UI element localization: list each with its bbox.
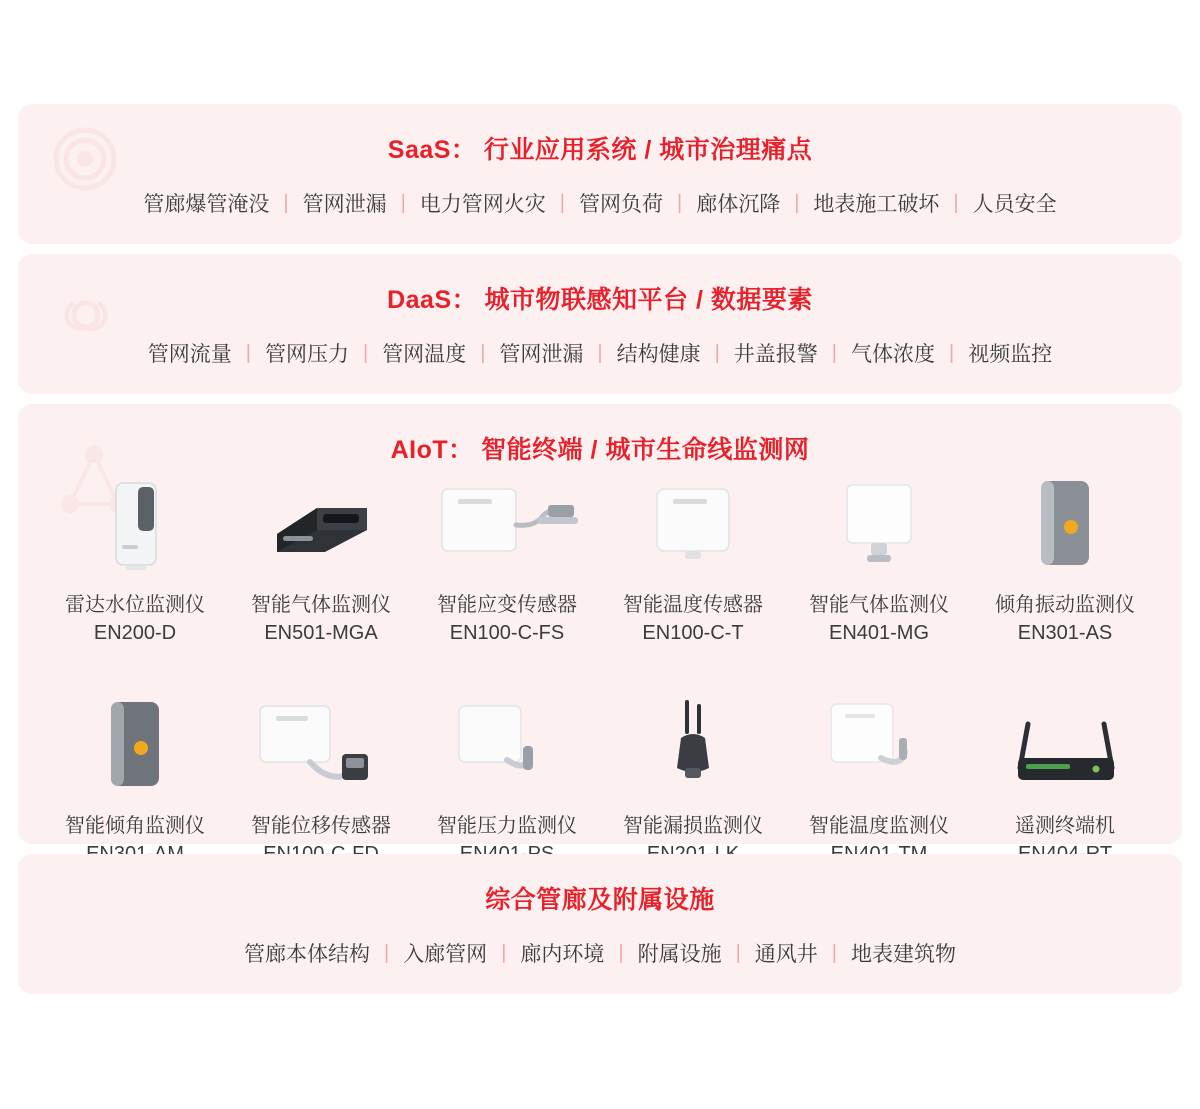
strain-sensor-device-icon	[427, 470, 587, 580]
band-daas-title: DaaS： 城市物联感知平台 / 数据要素	[387, 286, 813, 314]
device-card[interactable]	[414, 470, 600, 645]
band-daas-items	[18, 338, 1182, 368]
device-card[interactable]	[600, 470, 786, 645]
chip-item: 管廊爆管淹没	[143, 193, 270, 216]
chip-separator: |	[501, 941, 507, 964]
band-infrastructure-title: 综合管廊及附属设施	[485, 886, 715, 914]
chip-item: 地表施工破坏	[813, 193, 940, 216]
chip-item: 管网泄漏	[302, 193, 387, 216]
device-name: 智能气体监测仪	[251, 594, 391, 616]
gas-monitor-device-icon	[241, 470, 401, 580]
device-name: 智能气体监测仪	[809, 594, 949, 616]
chip-item: 管网负荷	[579, 193, 663, 216]
radar-level-device-icon	[55, 470, 215, 580]
device-card[interactable]	[786, 691, 972, 866]
device-name: 倾角振动监测仪	[995, 594, 1135, 616]
device-name: 智能漏损监测仪	[623, 815, 763, 837]
device-card[interactable]	[786, 470, 972, 645]
device-card[interactable]	[972, 691, 1158, 866]
device-name: 智能温度监测仪	[809, 815, 949, 837]
device-card[interactable]	[228, 691, 414, 866]
chip-separator: |	[677, 191, 683, 214]
chip-separator: |	[831, 941, 837, 964]
device-model: EN200-D	[93, 622, 177, 644]
device-card[interactable]	[42, 470, 228, 645]
band-infrastructure-items	[18, 938, 1182, 968]
chip-separator: |	[949, 341, 955, 364]
chip-separator: |	[283, 191, 289, 214]
infinity-watermark-icon	[52, 292, 132, 338]
temperature-monitor-device-icon	[799, 691, 959, 801]
band-saas-items	[18, 188, 1182, 218]
band-infrastructure	[18, 854, 1182, 994]
temperature-sensor-device-icon	[613, 470, 773, 580]
device-name: 智能位移传感器	[251, 815, 391, 837]
device-row	[18, 470, 1182, 645]
telemetry-terminal-device-icon	[985, 691, 1145, 801]
chip-separator: |	[383, 941, 390, 964]
device-model: EN501-MGA	[264, 622, 378, 644]
chip-separator: |	[794, 191, 800, 214]
device-card[interactable]	[600, 691, 786, 866]
chip-item: 井盖报警	[733, 343, 818, 366]
chip-item: 廊内环境	[520, 943, 605, 966]
device-row	[18, 691, 1182, 866]
chip-separator: |	[714, 341, 720, 364]
device-model: EN100-C-FS	[449, 622, 565, 644]
target-watermark-icon	[52, 126, 118, 192]
chip-separator: |	[559, 191, 565, 214]
chip-item: 管廊本体结构	[243, 943, 370, 966]
device-grid	[18, 470, 1182, 866]
chip-separator: |	[953, 191, 959, 214]
device-name: 智能压力监测仪	[437, 815, 577, 837]
chip-item: 管网温度	[382, 343, 467, 366]
device-name: 智能温度传感器	[623, 594, 763, 616]
chip-separator: |	[597, 341, 603, 364]
chip-item: 入廊管网	[403, 943, 488, 966]
tilt-vibration-device-icon	[985, 470, 1145, 580]
chip-item: 气体浓度	[851, 343, 935, 366]
chip-item: 廊体沉降	[696, 193, 781, 216]
chip-item: 视频监控	[968, 343, 1053, 366]
chip-item: 管网流量	[147, 343, 232, 366]
chip-item: 电力管网火灾	[419, 193, 546, 216]
chip-item: 附属设施	[637, 943, 722, 966]
device-name: 智能应变传感器	[437, 594, 577, 616]
device-model: EN401-MG	[828, 622, 930, 644]
device-name: 智能倾角监测仪	[65, 815, 205, 837]
gas-box-device-icon	[799, 470, 959, 580]
chip-separator: |	[831, 341, 837, 364]
chip-separator: |	[618, 941, 624, 964]
chip-item: 通风井	[754, 943, 818, 966]
band-saas-title: SaaS： 行业应用系统 / 城市治理痛点	[387, 136, 813, 164]
chip-item: 管网泄漏	[499, 343, 584, 366]
band-aiot-title: AIoT： 智能终端 / 城市生命线监测网	[390, 436, 810, 464]
chip-item: 地表建筑物	[851, 943, 956, 966]
device-card[interactable]	[414, 691, 600, 866]
band-daas	[18, 254, 1182, 394]
chip-item: 结构健康	[616, 343, 701, 366]
chip-separator: |	[735, 941, 741, 964]
chip-separator: |	[480, 341, 486, 364]
device-model: EN301-AS	[1017, 622, 1113, 644]
device-card[interactable]	[972, 470, 1158, 645]
device-name: 遥测终端机	[1015, 815, 1115, 837]
device-card[interactable]	[42, 691, 228, 866]
tilt-monitor-device-icon	[55, 691, 215, 801]
chip-item: 人员安全	[972, 193, 1057, 216]
displacement-sensor-device-icon	[241, 691, 401, 801]
chip-separator: |	[362, 341, 369, 364]
band-saas	[18, 104, 1182, 244]
chip-separator: |	[400, 191, 406, 214]
device-card[interactable]	[228, 470, 414, 645]
leak-monitor-device-icon	[613, 691, 773, 801]
pressure-monitor-device-icon	[427, 691, 587, 801]
device-model: EN100-C-T	[642, 622, 744, 644]
chip-item: 管网压力	[264, 343, 349, 366]
device-name: 雷达水位监测仪	[65, 594, 205, 616]
chip-separator: |	[245, 341, 251, 364]
